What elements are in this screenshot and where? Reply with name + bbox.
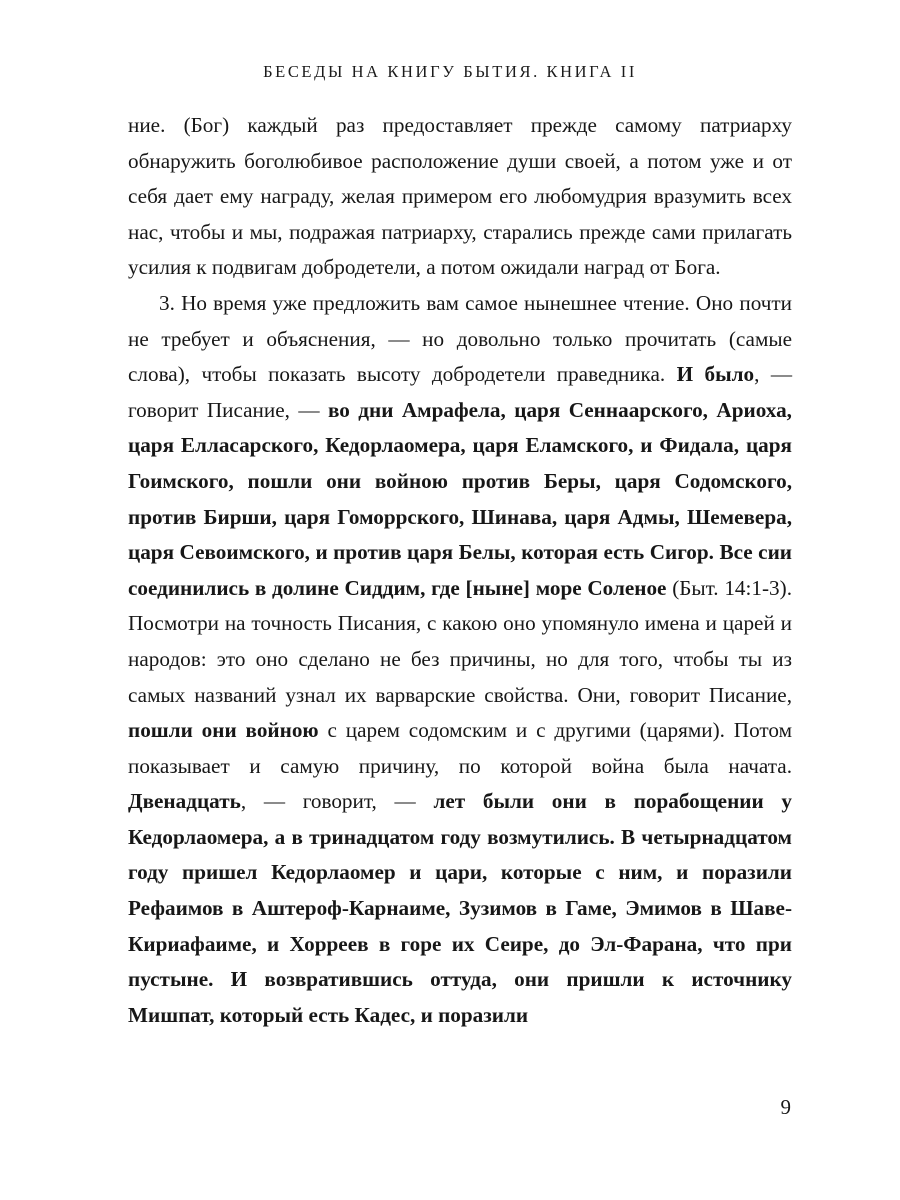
text-run: с царем содомским и с другими (царями). Потом показывает и самую причину, по которой война была начата. xyxy=(128,718,792,778)
scripture-quote: пошли они войною xyxy=(128,718,319,743)
scripture-quote: во дни Амрафела, царя Сеннаарского, Ариоха, царя Елласарского, Кедорлаомера, царя Еламского, и Фидала, царя Гоимского, пошли они войною против Беры, царя Содомского, против Бирши, царя Гоморрского, Шинава, царя Адмы, Шемевера, царя Севоимского, и против царя Белы, которая есть Сигор. Все сии соединились в долине Сиддим, где [ныне] море Соленое xyxy=(128,397,792,600)
text-run: 3. Но время уже предложить вам самое нынешнее чтение. Оно почти не требует и объяснения, — но довольно только прочитать (самые слова), чтобы показать высоту добродетели праведника. xyxy=(128,290,792,387)
scripture-quote: И было xyxy=(676,362,755,387)
scripture-quote: Двенадцать xyxy=(128,789,241,814)
scripture-quote: лет были они в порабощении у Кедорлаомера, а в тринадцатом году возмутились. В четырнадцатом году пришел Кедорлаомер и цари, которые с ним, и поразили Рефаимов в Аштероф-Карнаиме, Зузимов в Гаме, Эмимов в Шаве-Кириафаиме, и Хорреев в горе их Сеире, до Эл-Фарана, что при пустыне. И возвратившись оттуда, они пришли к источнику Мишпат, который есть Кадес, и поразили xyxy=(128,789,792,1027)
running-head: БЕСЕДЫ НА КНИГУ БЫТИЯ. КНИГА II xyxy=(263,62,637,81)
page-number: 9 xyxy=(780,1095,791,1119)
para-section-3 xyxy=(128,286,792,1033)
text-run: , — говорит, — xyxy=(240,789,434,814)
para-continued xyxy=(128,108,792,286)
text-run: ние. (Бог) каждый раз предоставляет прежде самому патриарху обнаружить боголюбивое расположение души своей, а потом уже и от себя дает ему награду, желая примером его любомудрия вразумить всех нас, чтобы и мы, подражая патриарху, старались прежде сами прилагать усилия к подвигам добродетели, а потом ожидали наград от Бога. xyxy=(128,113,792,280)
body-text xyxy=(128,108,792,1033)
text-run: , — говорит Писание, — xyxy=(128,362,793,422)
text-run: (Быт. 14:1-3). Посмотри на точность Писания, с какою оно упомянуло имена и царей и народов: это оно сделано не без причины, но для того, чтобы ты из самых названий узнал их варварские свойства. Они, говорит Писание, xyxy=(128,575,792,707)
